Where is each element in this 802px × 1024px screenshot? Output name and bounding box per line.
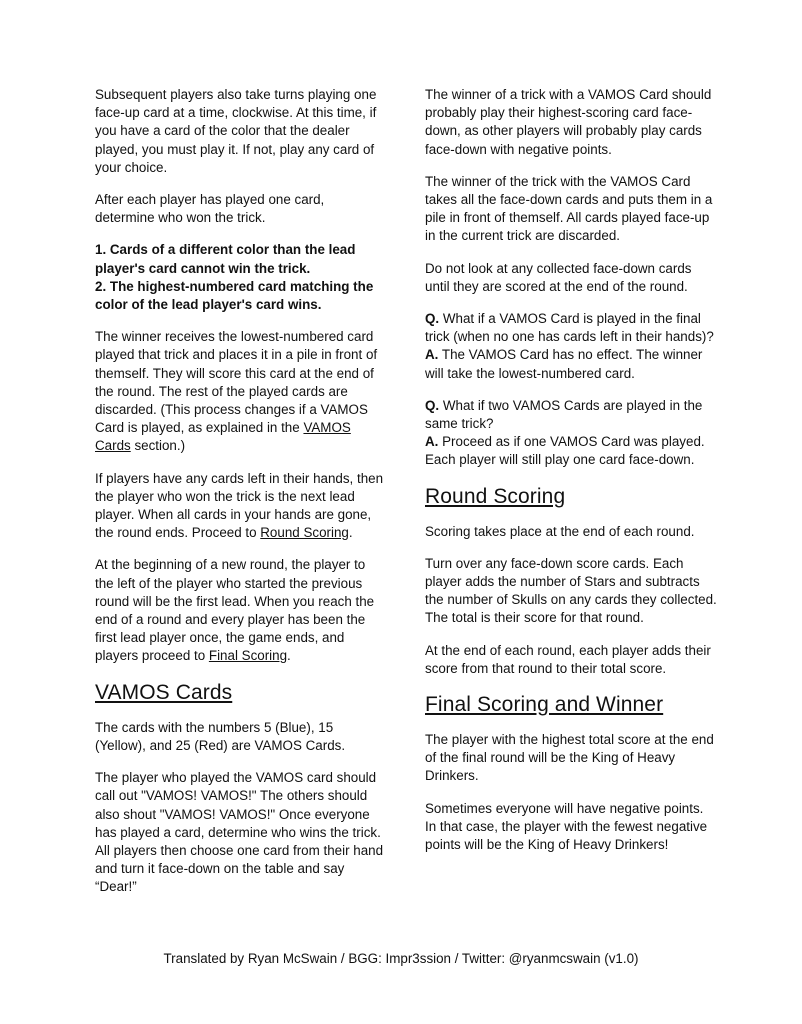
paragraph-determine-winner: After each player has played one card, determine who won the trick. [95, 192, 325, 226]
footer-credits: Translated by Ryan McSwain / BGG: Impr3ssion / Twitter: @ryanmcswain (v1.0) [163, 951, 639, 966]
paragraph-vamos-winner: The winner of the trick with the VAMOS Card takes all the face-down cards and puts them in a pile in front of themself. All cards played face-up in the current trick are discarded. [425, 173, 713, 244]
right-column [425, 86, 717, 868]
paragraph-scoring-timing: Scoring takes place at the end of each round. [425, 523, 695, 539]
paragraph-scoring-method: Turn over any face-down score cards. Each player adds the number of Stars and subtracts the number of Skulls on any cards they collected. The total is their score for that round. [425, 555, 717, 626]
trick-rules [95, 241, 387, 314]
paragraph-negative-points: Sometimes everyone will have negative points. In that case, the player with the fewest negative points will be the King of Heavy Drinkers! [425, 800, 708, 853]
rule-2: 2. The highest-numbered card matching the color of the lead player's card wins. [95, 278, 374, 313]
paragraph-vamos-strategy: The winner of a trick with a VAMOS Card should probably play their highest-scoring card face-down, as other players will probably play cards face-down with negative points. [425, 87, 712, 157]
faq-item-1: Q. What if a VAMOS Card is played in the final trick (when no one has cards left in their hands)? A. The VAMOS Card has no effect. The winner will take the lowest-numbered card. [425, 311, 714, 381]
paragraph-vamos-numbers: The cards with the numbers 5 (Blue), 15 (Yellow), and 25 (Red) are VAMOS Cards. [95, 719, 346, 753]
paragraph-winner: The player with the highest total score at the end of the final round will be the King of Heavy Drinkers. [425, 732, 714, 784]
paragraph-total-score: At the end of each round, each player adds their score from that round to their total score. [425, 642, 711, 676]
round-scoring-link[interactable]: Round Scoring [260, 525, 349, 541]
paragraph-new-round: At the beginning of a new round, the player to the left of the player who started the previous round will be the first lead. When you reach the end of a round and every player has been the first lead player once, the game ends, and players proceed to Final Scoring. [95, 557, 375, 664]
left-column [95, 86, 387, 911]
paragraph-play-order: Subsequent players also take turns playing one face-up card at a time, clockwise. At this time, if you have a card of the color that the dealer played, you must play it. If not, play any card of your choice. [95, 87, 377, 175]
faq-item-2: Q. What if two VAMOS Cards are played in the same trick? A. Proceed as if one VAMOS Card was played. Each player will still play one card face-down. [425, 397, 705, 468]
heading-round-scoring: Round Scoring [425, 484, 566, 508]
paragraph-winner-receives: The winner receives the lowest-numbered card played that trick and places it in a pile in front of themself. They will score this card at the end of the round. The rest of the played cards are discarded. (This process changes if a VAMOS Card is played, as explained in the VAMOS Cards section.) [95, 329, 378, 454]
paragraph-no-peeking: Do not look at any collected face-down cards until they are scored at the end of the round. [425, 260, 692, 294]
paragraph-next-lead: If players have any cards left in their hands, then the player who won the trick is the next lead player. When all cards in your hands are gone, the round ends. Proceed to Round Scoring. [95, 470, 384, 541]
heading-final-scoring: Final Scoring and Winner [425, 693, 664, 717]
rule-1: 1. Cards of a different color than the lead player's card cannot win the trick. [95, 242, 356, 276]
vamos-cards-link[interactable]: VAMOS Cards [95, 420, 351, 454]
final-scoring-link[interactable]: Final Scoring [208, 648, 288, 664]
paragraph-vamos-call: The player who played the VAMOS card should call out "VAMOS! VAMOS!" The others should also shout "VAMOS! VAMOS!" Once everyone has played a card, determine who wins the trick. All players then choose one card from their hand and turn it face-down on the table and say “Dear!” [95, 770, 384, 895]
heading-vamos-cards: VAMOS Cards [95, 680, 233, 704]
